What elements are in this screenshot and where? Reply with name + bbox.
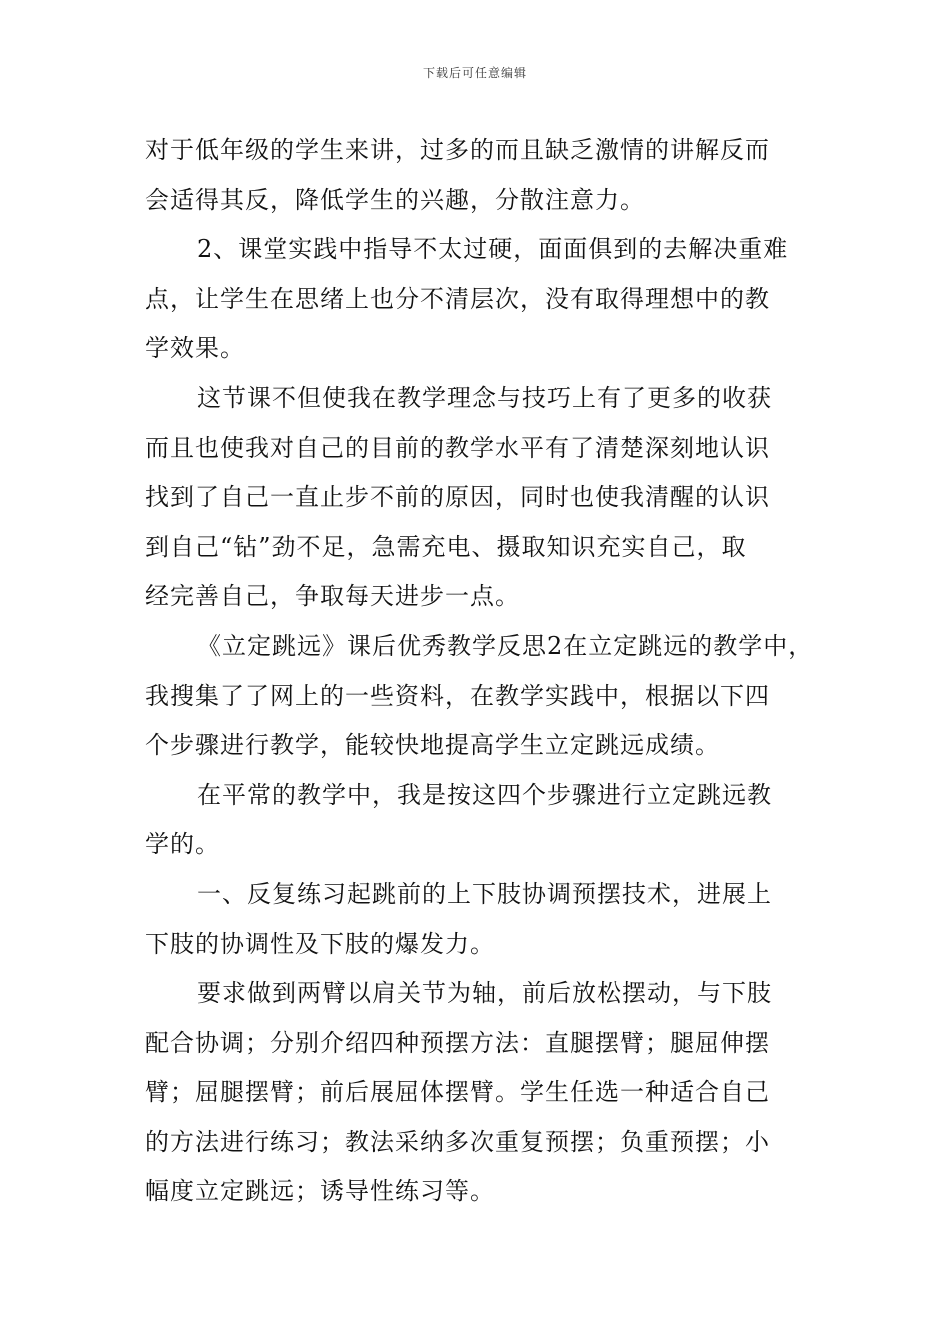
text-line: 个步骤进行教学，能较快地提高学生立定跳远成绩。 (145, 731, 720, 760)
text-line: 点，让学生在思绪上也分不清层次，没有取得理想中的教 (145, 284, 770, 313)
text-line: 经完善自己，争取每天进步一点。 (145, 582, 520, 611)
text-line: 找到了自己一直止步不前的原因，同时也使我清醒的认识 (145, 483, 770, 512)
text-line: 一、反复练习起跳前的上下肢协调预摆技术，进展上 (197, 879, 772, 908)
text-line: 对于低年级的学生来讲，过多的而且缺乏激情的讲解反而 (145, 136, 770, 164)
text-line: 在平常的教学中，我是按这四个步骤进行立定跳远教 (197, 780, 772, 809)
body-text (145, 126, 814, 1217)
text-line: 而且也使我对自己的目前的教学水平有了清楚深刻地认识 (145, 433, 770, 462)
text-line: 我搜集了了网上的一些资料，在教学实践中，根据以下四 (145, 681, 770, 710)
text-line: 这节课不但使我在教学理念与技巧上有了更多的收获 (197, 383, 772, 412)
text-line: 下肢的协调性及下肢的爆发力。 (145, 929, 495, 958)
text-line: 幅度立定跳远；诱导性练习等。 (145, 1177, 495, 1206)
text-line: 要求做到两臂以肩关节为轴，前后放松摆动，与下肢 (197, 979, 772, 1008)
text-line: 配合协调；分别介绍四种预摆方法：直腿摆臂；腿屈伸摆 (145, 1028, 770, 1057)
text-line: 到自己“钻”劲不足，急需充电、摄取知识充实自己，取 (145, 532, 747, 561)
text-line: 的方法进行练习；教法采纳多次重复预摆；负重预摆；小 (145, 1127, 770, 1156)
header-note: 下载后可任意编辑 (422, 66, 527, 80)
text-line: 2、课堂实践中指导不太过硬，面面俱到的去解决重难 (197, 235, 789, 264)
text-line: 臂；屈腿摆臂；前后展屈体摆臂。学生任选一种适合自己 (145, 1078, 770, 1107)
text-line: 学的。 (145, 830, 220, 859)
text-line: 会适得其反，降低学生的兴趣，分散注意力。 (145, 185, 645, 214)
text-line: 学效果。 (145, 334, 245, 363)
text-line: 《立定跳远》课后优秀教学反思2在立定跳远的教学中， (197, 631, 814, 660)
